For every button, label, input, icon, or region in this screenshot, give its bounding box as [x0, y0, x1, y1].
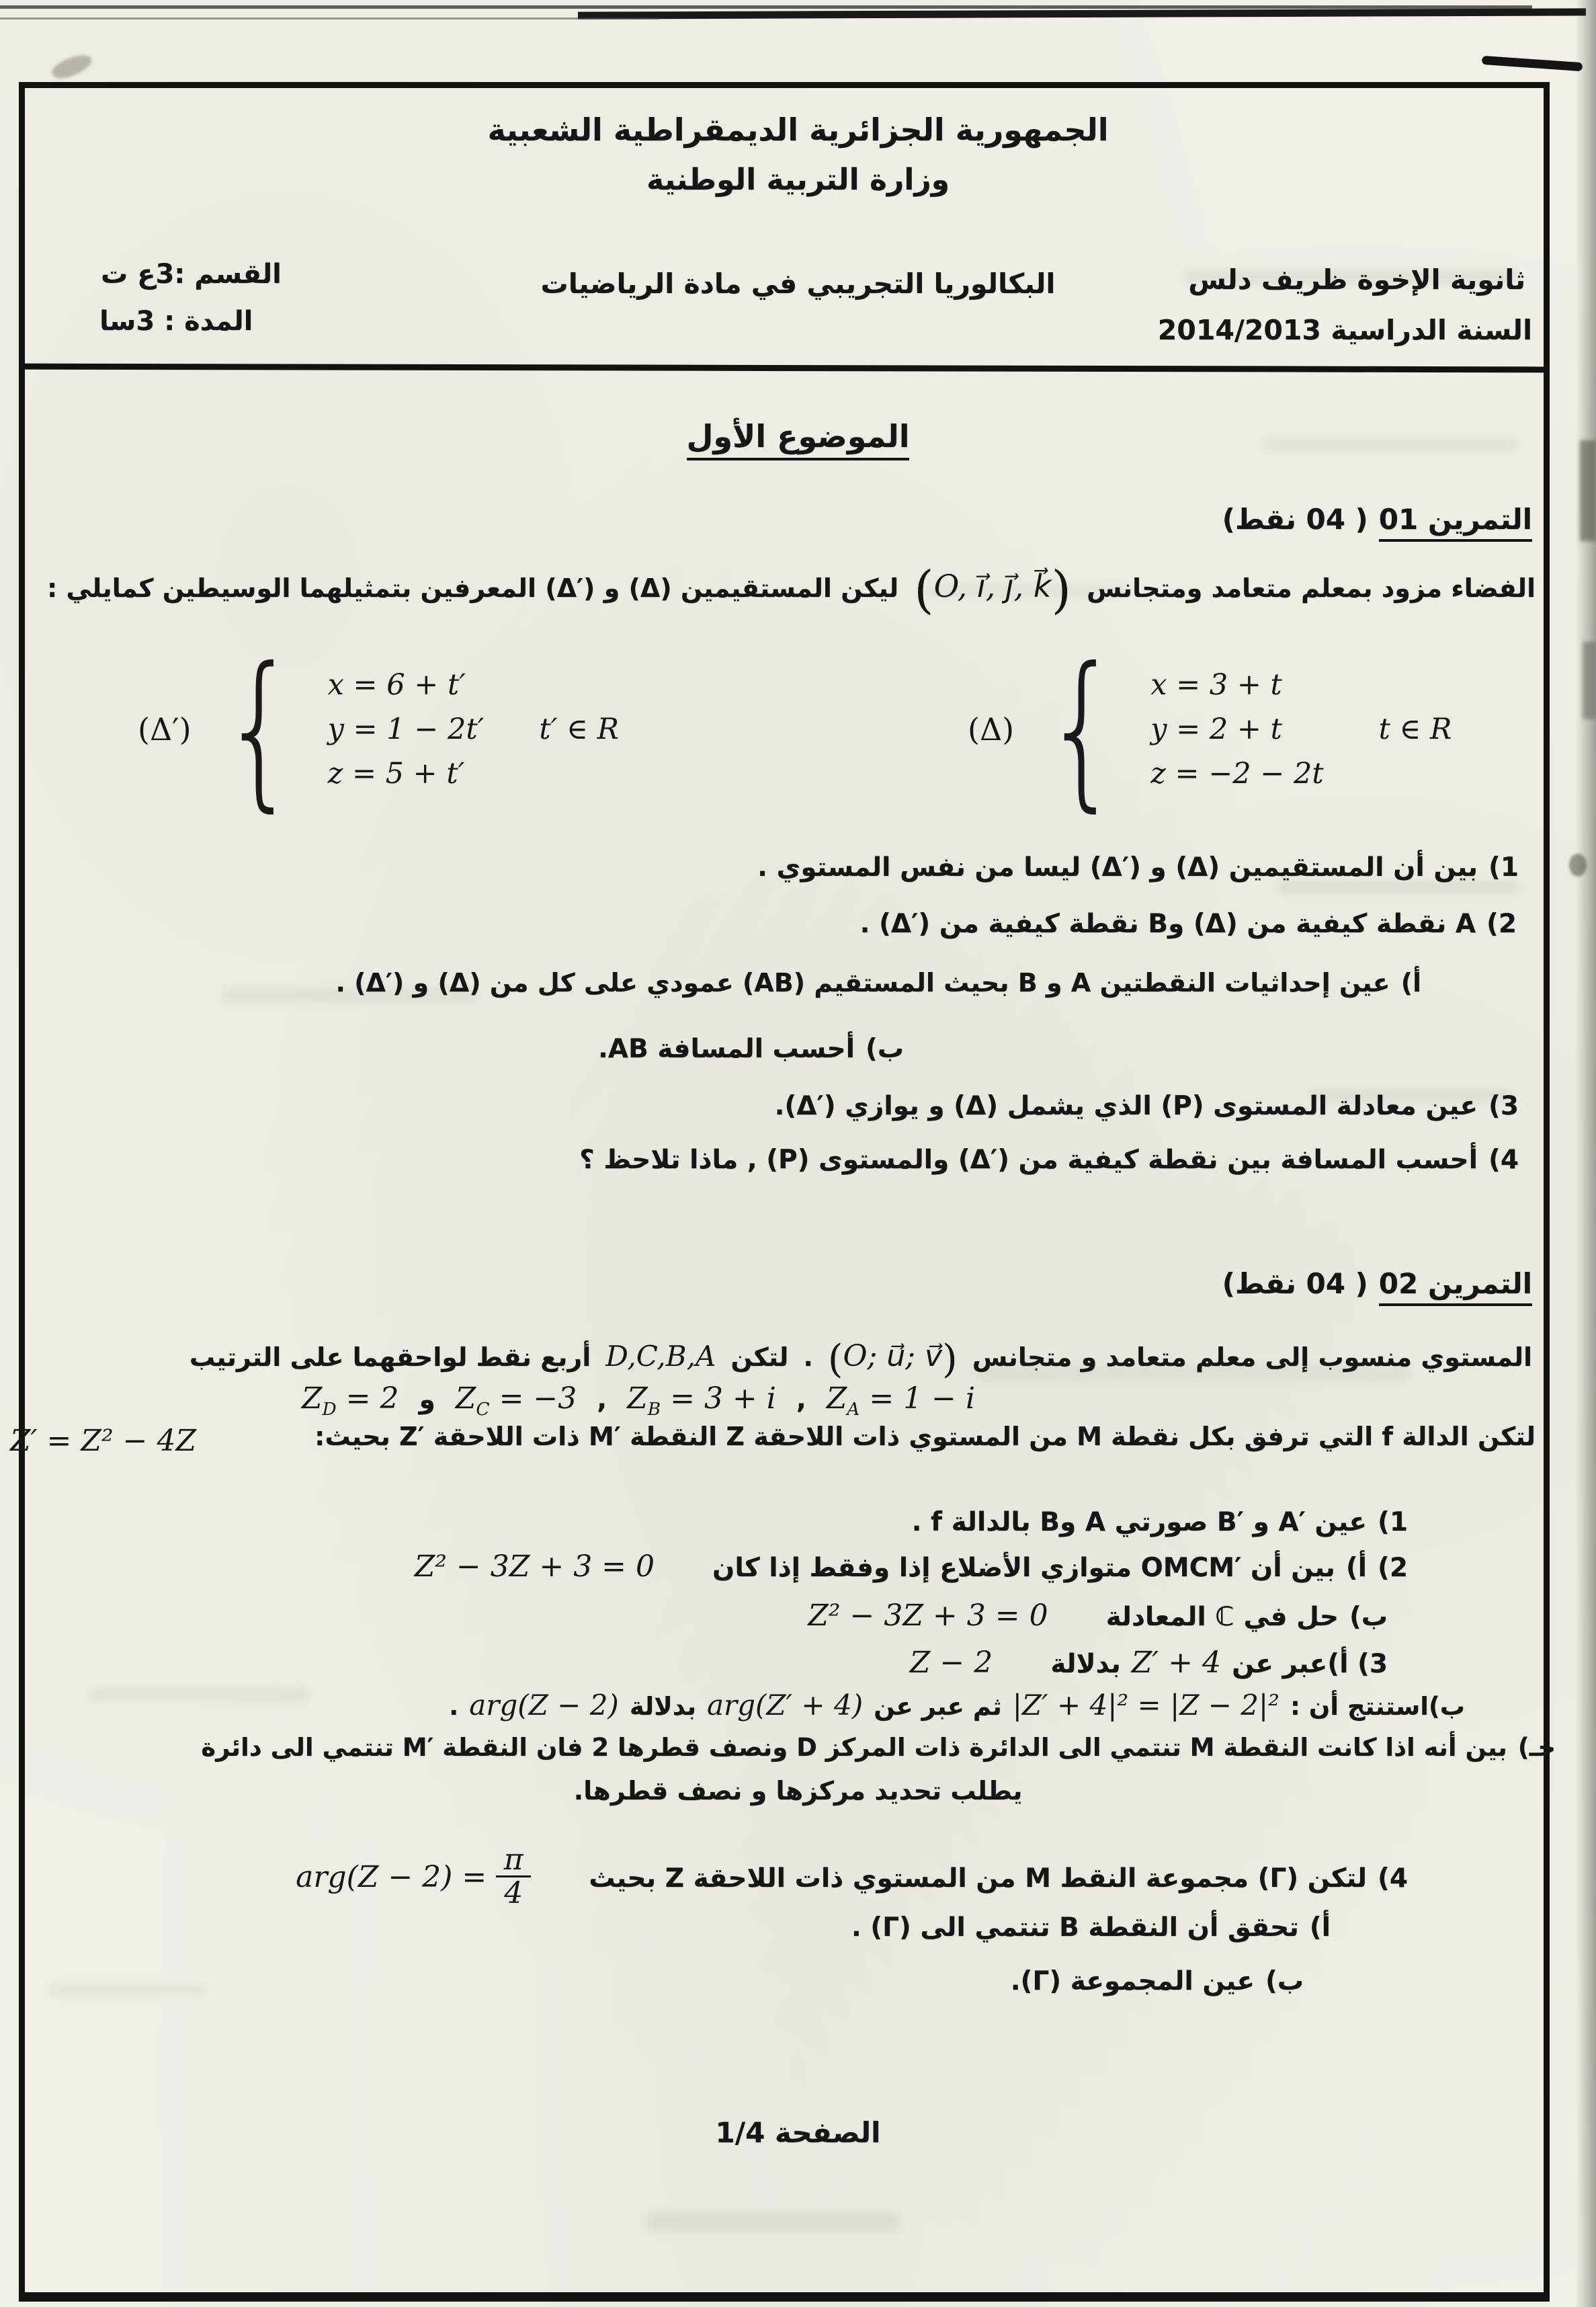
separator: , — [796, 1385, 806, 1415]
basis-vectors: O; u⃗; v⃗ — [843, 1339, 943, 1373]
republic-title: الجمهورية الجزائرية الديمقراطية الشعبية — [487, 112, 1109, 148]
close-paren: ) — [942, 1336, 958, 1382]
item-letter: ب) — [865, 1034, 904, 1064]
delta-prime-label: (Δ′) — [138, 711, 192, 747]
equation-z: z = −2 − 2t — [1150, 757, 1324, 791]
scanner-edge-blob — [1583, 642, 1596, 719]
ex2-q4b-text: عين المجموعة (Γ). — [1010, 1966, 1255, 1996]
ex2-intro-mid: لتكن — [730, 1342, 789, 1372]
function-formula: Z′ = Z² − 4Z — [10, 1424, 197, 1458]
ex1-q1 — [757, 852, 1519, 883]
ex2-q3b-between: بدلالة — [629, 1692, 696, 1721]
ex2-q2b — [808, 1598, 1388, 1633]
basis-frame-ouv — [827, 1336, 958, 1382]
exercise2-title-points: ( 04 نقط) — [1222, 1267, 1368, 1300]
separator: , — [597, 1385, 607, 1415]
class-line: القسم :3ع ت — [101, 259, 282, 290]
ex2-q3a — [910, 1646, 1388, 1680]
scan-top-edge-thin-line — [0, 17, 659, 19]
ex2-q4a — [851, 1912, 1331, 1943]
school-name: ثانوية الإخوة ظريف دلس — [1188, 264, 1525, 296]
duration-line: المدة : 3سا — [99, 306, 253, 337]
item-letter: أ) — [1345, 1553, 1368, 1583]
fraction-denominator: 4 — [496, 1875, 531, 1909]
ex2-q3a-formula1: Z′ + 4 — [1131, 1646, 1222, 1680]
item-letter: ب) — [1265, 1966, 1304, 1996]
ex2-q2a — [415, 1549, 1408, 1584]
system-delta-prime — [138, 631, 620, 827]
ex1-q1-text: بين أن المستقيمين (Δ) و (Δ′‎) ليسا من نفس المستوي . — [757, 852, 1478, 883]
ex1-q2b — [598, 1034, 904, 1064]
page-number: الصفحة 1/4 — [715, 2116, 881, 2149]
item-letter: أ) — [1309, 1912, 1331, 1943]
ex1-intro — [47, 559, 1536, 620]
arg-expression: arg(Z − 2) = — [296, 1859, 487, 1894]
ex1-intro-left: ليكن المستقيمين (Δ) و (Δ′‎) المعرفين بتمثيلهما الوسيطين كمايلي : — [47, 573, 899, 603]
ex2-q2b-formula: Z² − 3Z + 3 = 0 — [808, 1598, 1048, 1633]
ex1-q2 — [860, 909, 1517, 939]
points-list: D,C,B,A — [605, 1340, 716, 1373]
ex2-q3c — [201, 1733, 1556, 1762]
ex2-q4b — [1011, 1966, 1304, 1996]
item-number: 4) — [1378, 1863, 1408, 1894]
affix-zB: $Z_B = 3 + i$ — [627, 1381, 776, 1420]
exercise2-title-main: التمرين 02 — [1379, 1267, 1532, 1306]
ex1-q2-text: ‎A‎ نقطة كيفية من (Δ) و‎B‎ نقطة كيفية من (Δ′‎) . — [859, 909, 1476, 939]
item-letter: جـ) — [1517, 1733, 1556, 1762]
subject-title — [0, 418, 1596, 454]
ex2-q1 — [912, 1507, 1408, 1537]
ex1-q2a — [335, 968, 1421, 998]
item-number: 2) — [1378, 1553, 1408, 1583]
affix-zD: $Z_D = 2$ — [301, 1381, 399, 1420]
basis-frame-oijk — [913, 559, 1072, 620]
item-number: 3) — [1488, 1091, 1519, 1121]
item-letter: أ) — [1400, 968, 1421, 998]
ex2-intro — [189, 1336, 1532, 1382]
separator-waw: و — [419, 1385, 435, 1415]
function-definition-text: لتكن الدالة ‎f‎ التي ترفق بكل نقطة ‎M‎ من المستوي ذات اللاحقة ‎Z‎ النقطة ‎M′‎ ذات اللاحقة ‎Z′‎ بحيث: — [314, 1422, 1536, 1451]
affix-zC: $Z_C = -3$ — [455, 1381, 577, 1420]
ex2-q4-text: لتكن (Γ) مجموعة النقط ‎M‎ من المستوي ذات اللاحقة ‎Z‎ بحيث — [589, 1863, 1368, 1894]
page-border-frame — [19, 82, 1550, 2302]
exercise1-title-points: ( 04 نقط) — [1222, 503, 1368, 536]
ex2-q3a-formula2: Z − 2 — [909, 1646, 993, 1680]
ex2-q2b-text: حل في ℂ المعادلة — [1105, 1602, 1339, 1632]
pen-dash-mark — [1482, 56, 1583, 71]
ex1-q2a-text: عين إحداثيات النقطتين ‎A‎ و ‎B‎ بحيث المستقيم (‎AB‎) عمودي على كل من (Δ) و (Δ′‎) . — [335, 968, 1390, 998]
exercise1-title — [1222, 503, 1532, 542]
ex2-q3a-mid: بدلالة — [1050, 1649, 1121, 1679]
corner-smudge — [49, 50, 94, 83]
equation-z: z = 5 + t′ — [327, 757, 465, 791]
ex1-q3 — [775, 1091, 1519, 1121]
ex2-q4-formula — [296, 1845, 531, 1909]
equation-y: y = 1 − 2t′ — [327, 713, 485, 746]
parameter-domain: t ∈ R — [1378, 713, 1452, 746]
ex2-q3b-formula2: arg(Z′ + 4) — [706, 1689, 864, 1722]
ex2-function-line — [314, 1422, 1536, 1451]
exercise2-title — [1222, 1267, 1532, 1306]
basis-vectors: O, i⃗, j⃗, k⃗ — [933, 568, 1052, 604]
ex2-q4a-text: تحقق أن النقطة ‎B‎ تنتمي الى (Γ) . — [851, 1912, 1299, 1943]
item-number: 4) — [1488, 1145, 1519, 1175]
fraction-numerator: π — [503, 1843, 523, 1877]
affix-values-line — [0, 1381, 1277, 1420]
pi-over-4-fraction — [496, 1845, 531, 1909]
scan-top-edge-line — [0, 5, 1532, 9]
ex2-q1-text: عين ‎A′‎ و ‎B′‎ صورتي ‎A‎ و‎B‎ بالدالة ‎f‎ . — [911, 1507, 1368, 1537]
ex2-q4 — [296, 1845, 1408, 1909]
item-letter: ب)استنتج أن : — [1290, 1692, 1465, 1721]
ex2-intro-right: المستوي منسوب إلى معلم متعامد و متجانس — [972, 1342, 1532, 1372]
ex2-q2a-text: بين أن ‎OMCM′‎ متوازي الأضلاع إذا وفقط إذا كان — [712, 1553, 1335, 1583]
ex2-q3b — [449, 1689, 1465, 1722]
ex2-q3b-formula1: |Z′ + 4|² = |Z − 2|² — [1012, 1689, 1280, 1722]
system-delta — [968, 631, 1452, 827]
open-paren: ( — [913, 559, 934, 620]
scanner-right-shadow-band — [1576, 0, 1596, 2307]
delta-prime-equations — [328, 668, 485, 791]
ex1-q4-text: أحسب المسافة بين نقطة كيفية من (Δ′‎) والمستوى (‎P‎) , ماذا تلاحظ ؟ — [579, 1145, 1478, 1175]
scan-top-edge-band — [578, 8, 1586, 19]
subject-title-text: الموضوع الأول — [687, 418, 910, 460]
sentence-dot: . — [803, 1342, 813, 1372]
delta-label: (Δ) — [968, 711, 1015, 747]
ex2-q3b-formula3: arg(Z − 2) — [469, 1689, 619, 1722]
item-number: 2) — [1486, 909, 1517, 939]
equation-x: x = 3 + t — [1150, 668, 1282, 702]
ex2-q3c-line2: يطلب تحديد مركزها و نصف قطرها. — [573, 1776, 1023, 1806]
item-number: 1) — [1378, 1507, 1408, 1537]
scanner-edge-blob — [1580, 440, 1596, 541]
ex2-q3b-mid: ثم عبر عن — [874, 1692, 1002, 1721]
exercise1-title-main: التمرين 01 — [1379, 503, 1532, 542]
affix-zA: $Z_A = 1 - i$ — [826, 1381, 976, 1420]
ex1-q2b-text: أحسب المسافة ‎AB‎. — [597, 1034, 855, 1064]
ex2-intro-left: أربع نقط لواحقهما على الترتيب — [189, 1342, 591, 1372]
scanner-edge-blob — [1569, 854, 1587, 877]
ex2-q2a-formula: Z² − 3Z + 3 = 0 — [414, 1549, 655, 1584]
exam-title: البكالوريا التجريبي في مادة الرياضيات — [540, 268, 1056, 300]
ex1-intro-right: الفضاء مزود بمعلم متعامد ومتجانس — [1086, 573, 1536, 603]
parameter-domain: t′ ∈ R — [539, 713, 620, 746]
sentence-dot: . — [449, 1692, 459, 1721]
school-year: السنة الدراسية 2014/2013 — [1157, 314, 1532, 346]
equation-x: x = 6 + t′ — [327, 668, 466, 702]
item-number-letter: 3) أ)عبر عن — [1232, 1649, 1388, 1679]
close-paren: ) — [1051, 559, 1072, 620]
item-letter: ب) — [1349, 1602, 1388, 1632]
item-number: 1) — [1488, 852, 1519, 883]
curly-brace-icon: { — [1044, 631, 1121, 827]
ministry-title: وزارة التربية الوطنية — [646, 163, 950, 197]
equation-y: y = 2 + t — [1150, 713, 1282, 746]
ex1-q4 — [579, 1145, 1519, 1175]
ex1-q3-text: عين معادلة المستوى (‎P‎) الذي يشمل (Δ) و يوازي (Δ′‎). — [774, 1091, 1478, 1121]
open-paren: ( — [827, 1336, 843, 1382]
delta-equations — [1150, 668, 1323, 791]
ex2-q3c-text: بين أنه اذا كانت النقطة ‎M‎ تنتمي الى الدائرة ذات المركز ‎D‎ ونصف قطرها 2 فان النقطة ‎M′‎ تنتمي الى دائرة — [201, 1733, 1507, 1762]
curly-brace-icon: { — [220, 631, 298, 827]
